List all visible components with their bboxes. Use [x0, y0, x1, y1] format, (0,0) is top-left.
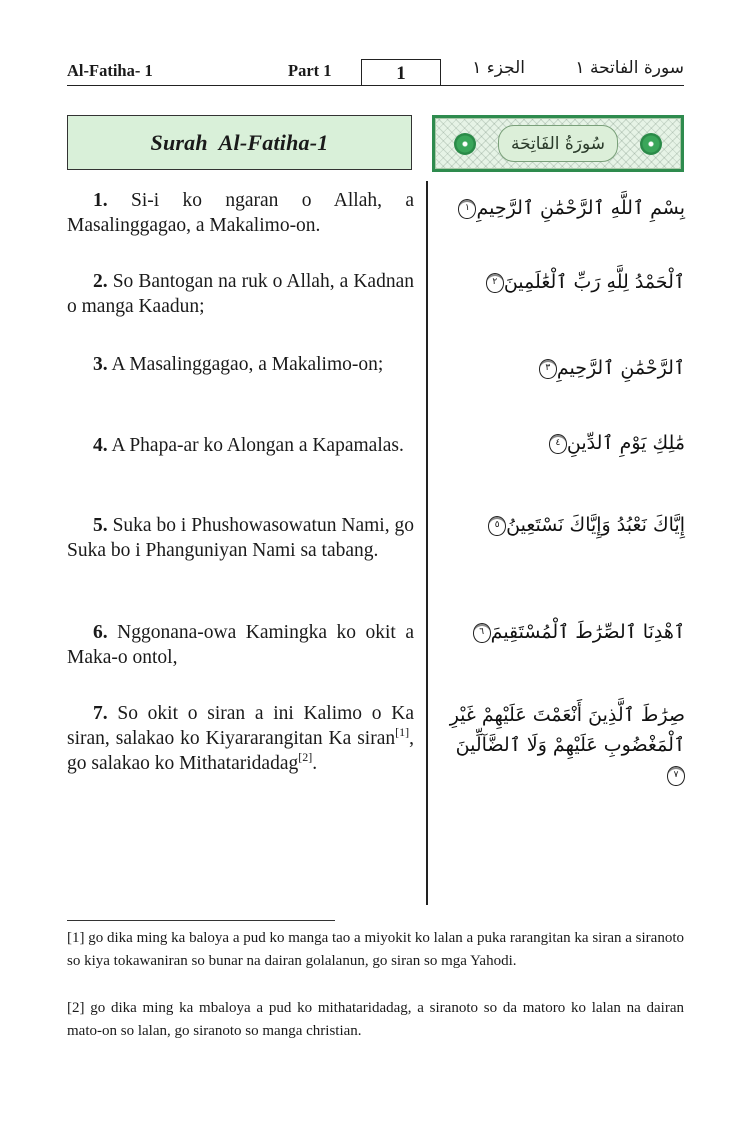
verse-text: A Phapa-ar ko Alongan a Kapamalas. [111, 435, 404, 456]
column-divider [426, 181, 428, 905]
verse-marker-icon: ٥ [488, 516, 506, 536]
verse-translation-1 [67, 188, 414, 238]
running-header-surah-arabic: سورة الفاتحة ١ [575, 58, 684, 78]
surah-title-box [67, 115, 412, 170]
verse-arabic-3 [440, 353, 685, 383]
verse-number: 7. [93, 703, 108, 724]
verse-marker-icon: ١ [458, 199, 476, 219]
verse-translation-6 [67, 620, 414, 670]
footnote-ref-2[interactable]: [2] [298, 750, 313, 764]
verse-text: Nggonana-owa Kamingka ko okit a Maka-o ontol, [67, 622, 415, 668]
verse-arabic-1 [440, 193, 685, 223]
footnote-rule [67, 920, 335, 921]
verse-text: Suka bo i Phushowasowatun Nami, go Suka bo i Phanguniyan Nami sa tabang. [67, 515, 415, 561]
surah-title: Surah Al-Fatiha-1 [150, 129, 329, 155]
verse-text-end: . [312, 753, 318, 774]
surah-ornament-banner [432, 115, 684, 172]
verse-translation-2 [67, 269, 414, 319]
running-header-part: Part 1 [288, 61, 332, 80]
verse-translation-4 [67, 433, 414, 458]
verse-arabic-6 [440, 617, 685, 647]
verse-text: So Bantogan na ruk o Allah, a Kadnan o manga Kaadun; [67, 271, 414, 317]
rosette-icon [640, 133, 662, 155]
verse-text: A Masalinggagao, a Makalimo-on; [111, 354, 384, 375]
running-header-juz-arabic: الجزء ١ [472, 58, 525, 78]
header-rule [67, 85, 684, 86]
arabic-text: ٱلْحَمْدُ لِلَّهِ رَبِّ ٱلْعَٰلَمِينَ [503, 271, 685, 293]
arabic-text-line1: صِرَٰطَ ٱلَّذِينَ أَنْعَمْتَ عَلَيْهِمْ غَيْرِ [449, 704, 685, 726]
page-number-box [361, 59, 441, 85]
footnote-ref-1[interactable]: [1] [395, 725, 410, 739]
verse-number: 2. [93, 271, 108, 292]
verse-marker-icon: ٦ [473, 623, 491, 643]
verse-marker-icon: ٣ [539, 359, 557, 379]
ornament-cartouche [498, 125, 618, 162]
arabic-text: إِيَّاكَ نَعْبُدُ وَإِيَّاكَ نَسْتَعِينُ [506, 514, 685, 536]
verse-marker-icon: ٢ [486, 273, 504, 293]
verse-arabic-5 [440, 510, 685, 540]
verse-marker-icon: ٤ [549, 434, 567, 454]
verse-arabic-4 [440, 428, 685, 458]
verse-number: 1. [93, 190, 108, 211]
arabic-text: ٱلرَّحْمَٰنِ ٱلرَّحِيمِ [556, 357, 685, 379]
running-header-surah: Al-Fatiha- 1 [67, 61, 153, 80]
verse-number: 5. [93, 515, 108, 536]
ornament-pattern [435, 118, 681, 169]
verse-arabic-2 [440, 267, 685, 297]
verse-translation-3 [67, 352, 414, 377]
arabic-text: ٱهْدِنَا ٱلصِّرَٰطَ ٱلْمُسْتَقِيمَ [490, 621, 685, 643]
verse-text-cont: , go salakao ko Mithataridadag [67, 728, 414, 774]
verse-text: Si-i ko ngaran o Allah, a Masalinggagao, a Makalimo-on. [67, 190, 414, 236]
verse-text: So okit o siran a ini Kalimo o Ka siran, salakao ko Kiyararangitan Ka siran [67, 703, 414, 749]
page-number: 1 [396, 63, 406, 84]
verse-translation-5 [67, 513, 414, 563]
verse-marker-icon: ٧ [667, 766, 685, 786]
arabic-text: بِسْمِ ٱللَّهِ ٱلرَّحْمَٰنِ ٱلرَّحِيمِ [476, 197, 685, 219]
arabic-text: مَٰلِكِ يَوْمِ ٱلدِّينِ [566, 432, 685, 454]
surah-name-calligraphy: سُورَةُ الفَاتِحَة [510, 133, 606, 154]
arabic-text-line2: ٱلْمَغْضُوبِ عَلَيْهِمْ وَلَا ٱلضَّآلِّينَ [455, 734, 685, 756]
verse-number: 4. [93, 435, 108, 456]
verse-arabic-7 [440, 700, 685, 790]
verse-translation-7 [67, 701, 414, 776]
verse-number: 6. [93, 622, 108, 643]
verse-number: 3. [93, 354, 108, 375]
rosette-icon [454, 133, 476, 155]
footnote-2: [2] go dika ming ka mbaloya a pud ko mithataridadag, a siranoto so da matoro ko lalan na dairan mato-on so lalan, go siranoto so manga christian. [67, 1000, 684, 1039]
footnote-1: [1] go dika ming ka baloya a pud ko manga tao a miyokit ko lalan a puka rarangitan ka siran a siranoto so kiya tokawaniran so bunar na dairan golalanun, go siran so mga Yahodi. [67, 930, 684, 969]
